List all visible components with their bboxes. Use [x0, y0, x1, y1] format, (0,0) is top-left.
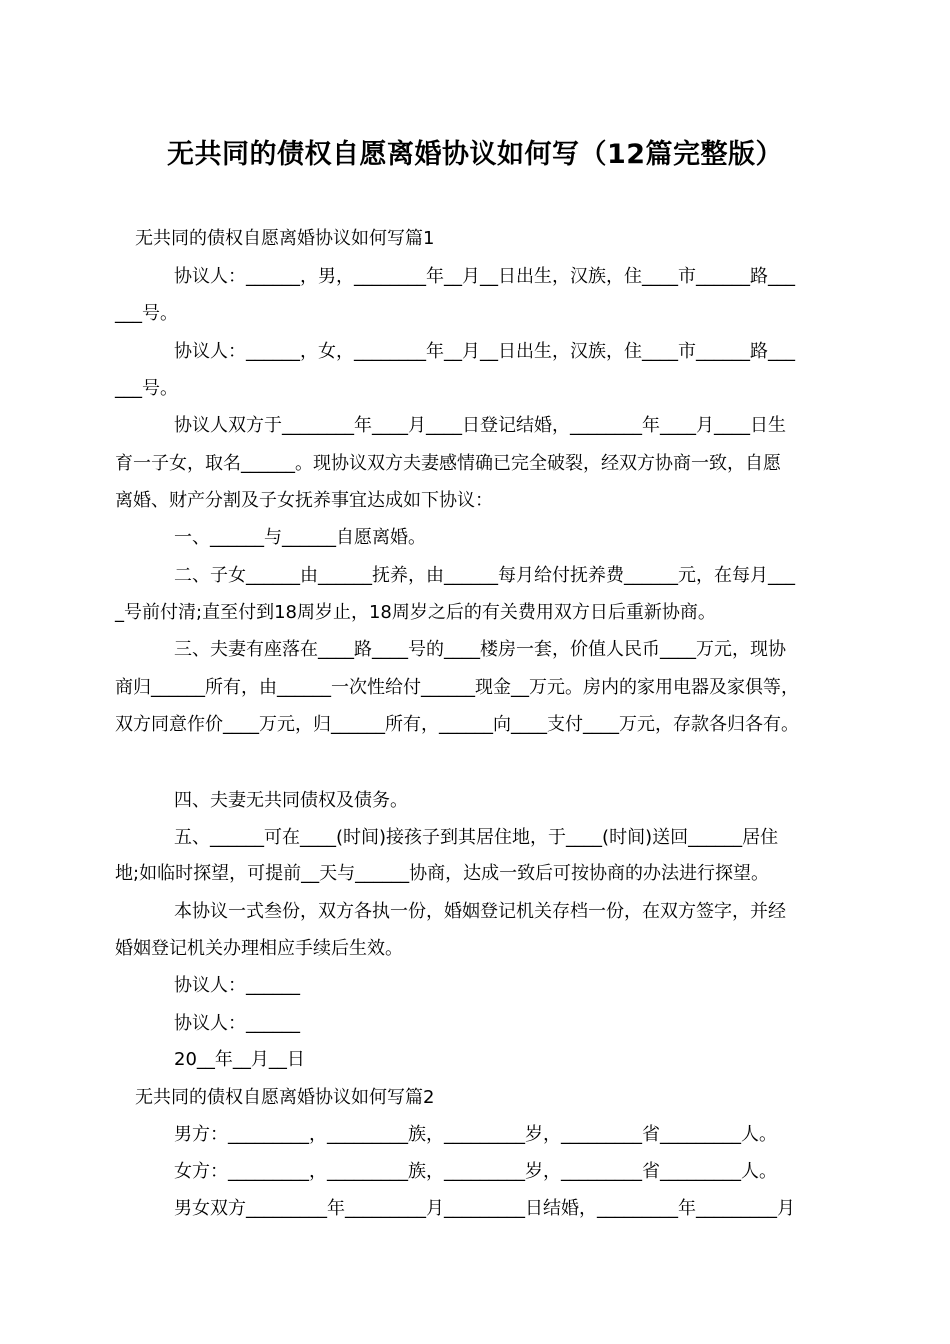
paragraph-line: 一、______与______自愿离婚。	[174, 527, 426, 548]
paragraph-line: 婚姻登记机关办理相应手续后生效。	[115, 938, 403, 959]
paragraph-line: 双方同意作价____万元，归______所有，______向____支付____万元，存款各归各有。	[115, 714, 799, 735]
document-title: 无共同的债权自愿离婚协议如何写（12篇完整版）	[166, 139, 784, 170]
paragraph-line: 三、夫妻有座落在____路____号的____楼房一套，价值人民币____万元，现协	[174, 639, 786, 660]
paragraph-line: 商归______所有，由______一次性给付______现金__万元。房内的家用电器及家俱等，	[115, 677, 799, 698]
section-heading-2: 无共同的债权自愿离婚协议如何写篇2	[135, 1087, 435, 1108]
paragraph-line: 离婚、财产分割及子女抚养事宜达成如下协议：	[115, 490, 493, 511]
paragraph-line: 协议人：______，男，________年__月__日出生，汉族，住____市______路___	[174, 266, 795, 287]
paragraph-line: 男方：_________，_________族，_________岁，_________省_________人。	[174, 1124, 777, 1145]
paragraph-line: 五、______可在____(时间)接孩子到其居住地，于____(时间)送回______居住	[174, 827, 779, 848]
paragraph-line: 协议人：______，女，________年__月__日出生，汉族，住____市______路___	[174, 341, 795, 362]
paragraph-line: ___号。	[115, 378, 178, 399]
paragraph-line: 二、子女______由______抚养，由______每月给付抚养费______元，在每月___	[174, 565, 795, 586]
paragraph-line: 本协议一式叁份，双方各执一份，婚姻登记机关存档一份，在双方签字，并经	[174, 901, 786, 922]
paragraph-line: _号前付清;直至付到18周岁止，18周岁之后的有关费用双方日后重新协商。	[115, 602, 716, 623]
section-heading-1: 无共同的债权自愿离婚协议如何写篇1	[135, 228, 435, 249]
date-line: 20__年__月__日	[174, 1049, 305, 1070]
paragraph-line: 育一子女，取名______。现协议双方夫妻感情确已完全破裂，经双方协商一致，自愿	[115, 453, 781, 474]
paragraph-line: ___号。	[115, 303, 178, 324]
paragraph-line: 地;如临时探望，可提前__天与______协商，达成一致后可按协商的办法进行探望。	[115, 863, 770, 884]
paragraph-line: 女方：_________，_________族，_________岁，_________省_________人。	[174, 1161, 777, 1182]
paragraph-line: 四、夫妻无共同债权及债务。	[174, 790, 408, 811]
paragraph-line: 协议人双方于________年____月____日登记结婚，________年____月____日生	[174, 415, 786, 436]
signature-line: 协议人：______	[174, 1013, 300, 1034]
paragraph-line: 男女双方_________年_________月_________日结婚，_________年_________月	[174, 1198, 795, 1219]
signature-line: 协议人：______	[174, 975, 300, 996]
